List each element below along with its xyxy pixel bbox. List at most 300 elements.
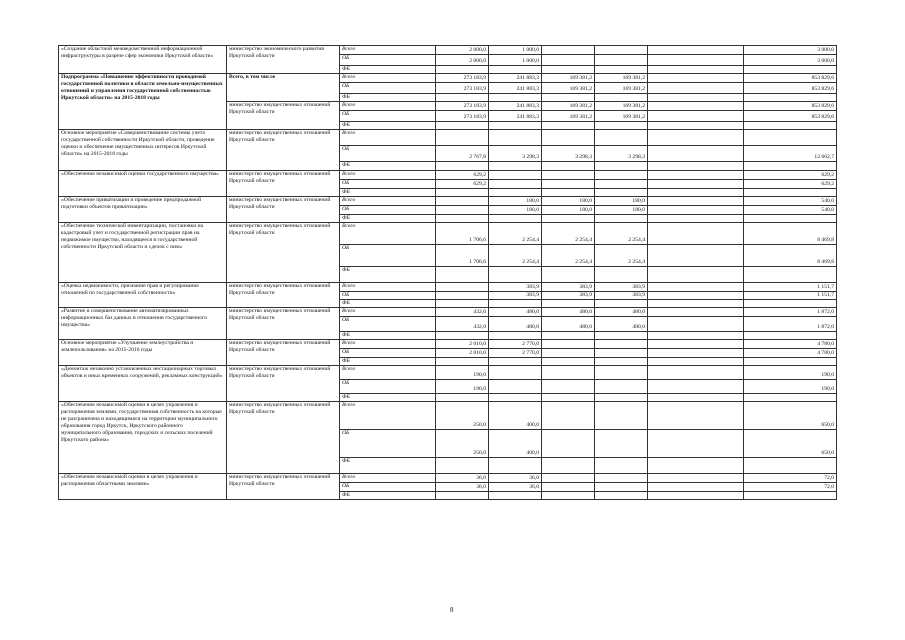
table-row <box>59 308 837 317</box>
executor-cell: министерство имущественных отношений Иркутской области <box>227 102 340 130</box>
year-value: 2 254,4 <box>595 223 648 245</box>
total-value: 4 780,0 <box>744 340 837 349</box>
year-value: 169 381,2 <box>595 74 648 83</box>
executor-cell: министерство имущественных отношений Иркутской области <box>227 283 340 308</box>
year-value: 2 254,4 <box>489 245 542 267</box>
year-value: 241 883,3 <box>489 102 542 111</box>
year-value <box>542 267 595 283</box>
total-value <box>744 394 837 402</box>
funding-source: Всего <box>340 366 436 380</box>
executor-cell: министерство имущественных отношений Иркутской области <box>227 474 340 500</box>
executor-cell: министерство имущественных отношений Иркутской области <box>227 223 340 283</box>
measure-name: Подпрограмма «Повышение эффективности проводимой государственной политики в области земельно-имущественных отношений и управления государственной собственностью Иркутской области» на 2015-2018 годы <box>59 74 227 130</box>
year-value <box>489 492 542 500</box>
total-value: 12 662,7 <box>744 146 837 162</box>
year-value: 1 706,6 <box>436 245 489 267</box>
year-value <box>648 74 744 83</box>
total-value: 1 872,0 <box>744 317 837 332</box>
year-value: 169 381,2 <box>542 83 595 94</box>
year-value: 169 381,2 <box>595 102 648 111</box>
total-value: 4 780,0 <box>744 349 837 358</box>
funding-source: ФБ <box>340 358 436 366</box>
year-value <box>648 308 744 317</box>
executor-cell: министерство имущественных отношений Иркутской области <box>227 366 340 402</box>
total-value <box>744 267 837 283</box>
year-value <box>648 223 744 245</box>
year-value <box>436 458 489 474</box>
table-row <box>59 340 837 349</box>
total-value <box>744 94 837 102</box>
year-value: 180,0 <box>489 197 542 206</box>
year-value <box>648 206 744 215</box>
page-number: 8 <box>450 606 454 614</box>
measure-name: «Демонтаж незаконно установленных нестационарных торговых объектов и иных временных сооружений, рекламных конструкций» <box>59 366 227 402</box>
year-value <box>489 300 542 308</box>
year-value <box>648 458 744 474</box>
year-value: 480,0 <box>489 317 542 332</box>
executor-cell: Всего, в том числе <box>227 74 340 102</box>
year-value: 2 000,0 <box>436 55 489 66</box>
measure-name: «Создание областной межведомственной информационной инфраструктуры в разрезе сфер экономики Иркутской области» <box>59 46 227 74</box>
total-value: 190,0 <box>744 380 837 394</box>
funding-source: Всего <box>340 340 436 349</box>
year-value <box>595 130 648 146</box>
year-value <box>436 292 489 300</box>
year-value: 273 183,9 <box>436 83 489 94</box>
funding-source: ФБ <box>340 492 436 500</box>
year-value <box>648 380 744 394</box>
year-value <box>595 358 648 366</box>
funding-source: Всего <box>340 74 436 83</box>
year-value <box>542 402 595 430</box>
year-value: 2 010,0 <box>436 340 489 349</box>
year-value <box>648 66 744 74</box>
year-value <box>595 340 648 349</box>
year-value <box>489 332 542 340</box>
year-value <box>489 458 542 474</box>
funding-source: ФБ <box>340 94 436 102</box>
year-value <box>489 171 542 180</box>
year-value: 36,0 <box>489 474 542 483</box>
year-value <box>489 122 542 130</box>
funding-source: ФБ <box>340 162 436 171</box>
funding-source: ОБ <box>340 180 436 189</box>
total-value: 1 151,7 <box>744 292 837 300</box>
year-value <box>595 180 648 189</box>
executor-cell: министерство имущественных отношений Иркутской области <box>227 402 340 474</box>
year-value: 1 706,6 <box>436 223 489 245</box>
year-value: 241 883,3 <box>489 83 542 94</box>
funding-source: Всего <box>340 171 436 180</box>
year-value <box>542 340 595 349</box>
funding-source: ОБ <box>340 380 436 394</box>
year-value <box>648 55 744 66</box>
total-value <box>744 492 837 500</box>
funding-source: ОБ <box>340 111 436 122</box>
year-value <box>436 66 489 74</box>
year-value <box>595 94 648 102</box>
year-value <box>595 66 648 74</box>
year-value: 2 254,4 <box>542 245 595 267</box>
funding-source: ОБ <box>340 206 436 215</box>
year-value: 250,0 <box>436 402 489 430</box>
year-value <box>542 130 595 146</box>
year-value <box>648 283 744 292</box>
year-value: 2 770,0 <box>489 340 542 349</box>
budget-table <box>58 45 837 500</box>
year-value: 2 254,4 <box>542 223 595 245</box>
year-value <box>542 349 595 358</box>
year-value <box>648 292 744 300</box>
funding-source: Всего <box>340 474 436 483</box>
year-value <box>436 122 489 130</box>
total-value: 3 000,0 <box>744 55 837 66</box>
year-value <box>595 402 648 430</box>
year-value <box>436 206 489 215</box>
total-value: 190,0 <box>744 366 837 380</box>
year-value <box>436 300 489 308</box>
year-value: 629,2 <box>436 171 489 180</box>
year-value <box>542 366 595 380</box>
funding-source: ФБ <box>340 189 436 197</box>
year-value <box>648 332 744 340</box>
funding-source: Всего <box>340 46 436 55</box>
year-value <box>489 189 542 197</box>
year-value: 36,0 <box>489 483 542 492</box>
year-value: 250,0 <box>436 430 489 458</box>
year-value <box>489 162 542 171</box>
year-value: 629,2 <box>436 180 489 189</box>
year-value: 180,0 <box>595 206 648 215</box>
year-value: 432,0 <box>436 308 489 317</box>
executor-cell: министерство экономического развития Иркутской области <box>227 46 340 74</box>
year-value <box>436 130 489 146</box>
year-value: 480,0 <box>595 308 648 317</box>
year-value <box>595 458 648 474</box>
year-value <box>436 94 489 102</box>
year-value <box>436 215 489 223</box>
year-value <box>648 300 744 308</box>
year-value: 169 381,2 <box>542 111 595 122</box>
year-value: 273 183,9 <box>436 102 489 111</box>
year-value <box>648 394 744 402</box>
measure-name: «Развитие и совершенствование автоматизированных информационных баз данных в отношении государственного имущества» <box>59 308 227 340</box>
year-value: 480,0 <box>595 317 648 332</box>
year-value: 3 298,3 <box>595 146 648 162</box>
year-value <box>648 171 744 180</box>
funding-source: ОБ <box>340 292 436 300</box>
year-value <box>489 380 542 394</box>
total-value <box>744 358 837 366</box>
year-value: 3 298,3 <box>542 146 595 162</box>
year-value: 190,0 <box>436 380 489 394</box>
year-value <box>542 358 595 366</box>
year-value <box>595 366 648 380</box>
year-value: 1 000,0 <box>489 46 542 55</box>
year-value <box>542 474 595 483</box>
year-value <box>595 349 648 358</box>
measure-name: «Обеспечение приватизации и проведение предпродажной подготовки объектов приватизации» <box>59 197 227 223</box>
year-value <box>489 366 542 380</box>
year-value <box>489 358 542 366</box>
year-value <box>542 300 595 308</box>
total-value: 540,0 <box>744 197 837 206</box>
year-value: 169 381,2 <box>542 74 595 83</box>
funding-source: ФБ <box>340 300 436 308</box>
funding-source: Всего <box>340 283 436 292</box>
year-value <box>648 130 744 146</box>
total-value: 3 000,0 <box>744 46 837 55</box>
year-value: 2 767,8 <box>436 146 489 162</box>
year-value <box>542 380 595 394</box>
total-value: 629,2 <box>744 180 837 189</box>
year-value <box>436 197 489 206</box>
year-value <box>489 94 542 102</box>
year-value <box>489 66 542 74</box>
year-value <box>436 162 489 171</box>
year-value: 383,9 <box>595 292 648 300</box>
year-value: 169 381,2 <box>542 102 595 111</box>
total-value <box>744 66 837 74</box>
funding-source: ФБ <box>340 267 436 283</box>
year-value <box>595 162 648 171</box>
year-value <box>542 394 595 402</box>
total-value: 629,2 <box>744 171 837 180</box>
year-value <box>648 180 744 189</box>
year-value <box>648 94 744 102</box>
year-value <box>648 402 744 430</box>
total-value: 853 829,6 <box>744 74 837 83</box>
year-value <box>436 283 489 292</box>
year-value <box>542 189 595 197</box>
funding-source: Всего <box>340 308 436 317</box>
year-value: 36,0 <box>436 483 489 492</box>
year-value <box>595 122 648 130</box>
measure-name: Основное мероприятие «Совершенствование системы учета государственной собственности Иркутской области, проведение оценки и обеспечение имущественных интересов Иркутской области» на 2015-2018 годы <box>59 130 227 171</box>
year-value <box>648 317 744 332</box>
table-row <box>59 223 837 245</box>
year-value <box>648 102 744 111</box>
total-value: 72,0 <box>744 474 837 483</box>
year-value: 400,0 <box>489 402 542 430</box>
year-value: 400,0 <box>489 430 542 458</box>
year-value <box>542 162 595 171</box>
year-value <box>648 122 744 130</box>
total-value <box>744 300 837 308</box>
year-value <box>648 349 744 358</box>
year-value: 241 883,3 <box>489 74 542 83</box>
year-value: 480,0 <box>542 317 595 332</box>
funding-source: ФБ <box>340 66 436 74</box>
year-value: 180,0 <box>489 206 542 215</box>
year-value <box>648 215 744 223</box>
total-value: 650,0 <box>744 402 837 430</box>
year-value: 273 183,9 <box>436 111 489 122</box>
funding-source: ОБ <box>340 430 436 458</box>
year-value <box>436 267 489 283</box>
funding-source: ФБ <box>340 332 436 340</box>
total-value <box>744 130 837 146</box>
funding-source: Всего <box>340 130 436 146</box>
table-row <box>59 74 837 83</box>
table-row <box>59 197 837 206</box>
year-value <box>542 94 595 102</box>
year-value: 480,0 <box>489 308 542 317</box>
executor-cell: министерство имущественных отношений Иркутской области <box>227 340 340 366</box>
total-value: 72,0 <box>744 483 837 492</box>
year-value <box>436 189 489 197</box>
year-value <box>542 66 595 74</box>
year-value <box>648 267 744 283</box>
funding-source: ФБ <box>340 215 436 223</box>
year-value <box>489 130 542 146</box>
total-value: 853 829,6 <box>744 111 837 122</box>
year-value <box>648 340 744 349</box>
total-value <box>744 189 837 197</box>
year-value: 1 000,0 <box>489 55 542 66</box>
year-value <box>648 245 744 267</box>
total-value: 1 151,7 <box>744 283 837 292</box>
year-value <box>542 332 595 340</box>
year-value: 383,9 <box>542 283 595 292</box>
year-value: 180,0 <box>542 206 595 215</box>
executor-cell: министерство имущественных отношений Иркутской области <box>227 130 340 171</box>
table-row <box>59 474 837 483</box>
funding-source: ОБ <box>340 349 436 358</box>
year-value <box>595 332 648 340</box>
year-value <box>436 358 489 366</box>
year-value <box>489 394 542 402</box>
funding-source: ФБ <box>340 394 436 402</box>
year-value <box>436 332 489 340</box>
year-value <box>489 267 542 283</box>
measure-name: «Обеспечение независимой оценки в целях управления и распоряжения землями, государственная собственность на которые не разграничена и находящимися на территории муниципального образования город Иркутск, Иркутского районного муниципального образования, городских и сельских поселений Иркутского района» <box>59 402 227 474</box>
year-value <box>595 46 648 55</box>
total-value: 853 829,6 <box>744 83 837 94</box>
year-value <box>542 458 595 474</box>
year-value: 2 770,0 <box>489 349 542 358</box>
year-value <box>542 171 595 180</box>
year-value <box>595 55 648 66</box>
executor-cell: министерство имущественных отношений Иркутской области <box>227 197 340 223</box>
funding-source: ОБ <box>340 55 436 66</box>
year-value <box>648 492 744 500</box>
year-value <box>595 215 648 223</box>
funding-source: ОБ <box>340 146 436 162</box>
table-row <box>59 171 837 180</box>
year-value <box>648 83 744 94</box>
table-row <box>59 283 837 292</box>
table-row <box>59 366 837 380</box>
year-value <box>648 146 744 162</box>
funding-source: Всего <box>340 402 436 430</box>
year-value <box>542 492 595 500</box>
year-value <box>648 358 744 366</box>
total-value <box>744 162 837 171</box>
funding-source: Всего <box>340 102 436 111</box>
total-value: 8 469,8 <box>744 223 837 245</box>
year-value <box>542 483 595 492</box>
measure-name: Основное мероприятие «Улучшение землеустройства и землепользования» на 2015-2016 годы <box>59 340 227 366</box>
year-value <box>542 180 595 189</box>
year-value <box>648 483 744 492</box>
table-row <box>59 130 837 146</box>
total-value: 540,0 <box>744 206 837 215</box>
year-value: 180,0 <box>595 197 648 206</box>
year-value: 480,0 <box>542 308 595 317</box>
year-value: 2 000,0 <box>436 46 489 55</box>
year-value: 2 010,0 <box>436 349 489 358</box>
year-value <box>542 122 595 130</box>
year-value <box>595 483 648 492</box>
measure-name: «Обеспечение независимой оценки государственного имущества» <box>59 171 227 197</box>
funding-source: ФБ <box>340 458 436 474</box>
year-value <box>595 380 648 394</box>
total-value <box>744 332 837 340</box>
total-value: 853 829,6 <box>744 102 837 111</box>
year-value <box>595 394 648 402</box>
year-value: 383,9 <box>489 283 542 292</box>
year-value <box>542 55 595 66</box>
funding-source: ФБ <box>340 122 436 130</box>
year-value: 383,9 <box>542 292 595 300</box>
total-value: 1 872,0 <box>744 308 837 317</box>
year-value: 3 298,3 <box>489 146 542 162</box>
year-value: 169 381,2 <box>595 83 648 94</box>
year-value: 273 183,9 <box>436 74 489 83</box>
year-value: 190,0 <box>436 366 489 380</box>
total-value <box>744 215 837 223</box>
funding-source: ОБ <box>340 83 436 94</box>
year-value <box>648 46 744 55</box>
year-value <box>595 430 648 458</box>
year-value <box>648 162 744 171</box>
funding-source: Всего <box>340 223 436 245</box>
year-value <box>648 366 744 380</box>
funding-source: ОБ <box>340 483 436 492</box>
year-value <box>595 474 648 483</box>
total-value: 8 469,8 <box>744 245 837 267</box>
year-value: 383,9 <box>489 292 542 300</box>
table-row <box>59 402 837 430</box>
measure-name: «Обеспечение технической инвентаризации, постановки на кадастровый учет и государственной регистрации прав на недвижимое имущество, находящееся в государственной собственности Иркутской области и сделок с ним» <box>59 223 227 283</box>
year-value: 180,0 <box>542 197 595 206</box>
total-value <box>744 458 837 474</box>
year-value <box>595 189 648 197</box>
year-value <box>648 197 744 206</box>
total-value: 650,0 <box>744 430 837 458</box>
year-value <box>595 492 648 500</box>
funding-source: ОБ <box>340 317 436 332</box>
table-row <box>59 46 837 55</box>
year-value <box>648 430 744 458</box>
year-value: 2 254,4 <box>489 223 542 245</box>
year-value <box>542 430 595 458</box>
year-value: 241 883,3 <box>489 111 542 122</box>
year-value <box>595 267 648 283</box>
year-value: 432,0 <box>436 317 489 332</box>
executor-cell: министерство имущественных отношений Иркутской области <box>227 308 340 340</box>
year-value <box>648 111 744 122</box>
year-value <box>489 180 542 189</box>
year-value <box>542 46 595 55</box>
executor-cell: министерство имущественных отношений Иркутской области <box>227 171 340 197</box>
year-value <box>648 189 744 197</box>
year-value <box>436 394 489 402</box>
year-value: 36,0 <box>436 474 489 483</box>
year-value <box>436 492 489 500</box>
year-value: 383,9 <box>595 283 648 292</box>
